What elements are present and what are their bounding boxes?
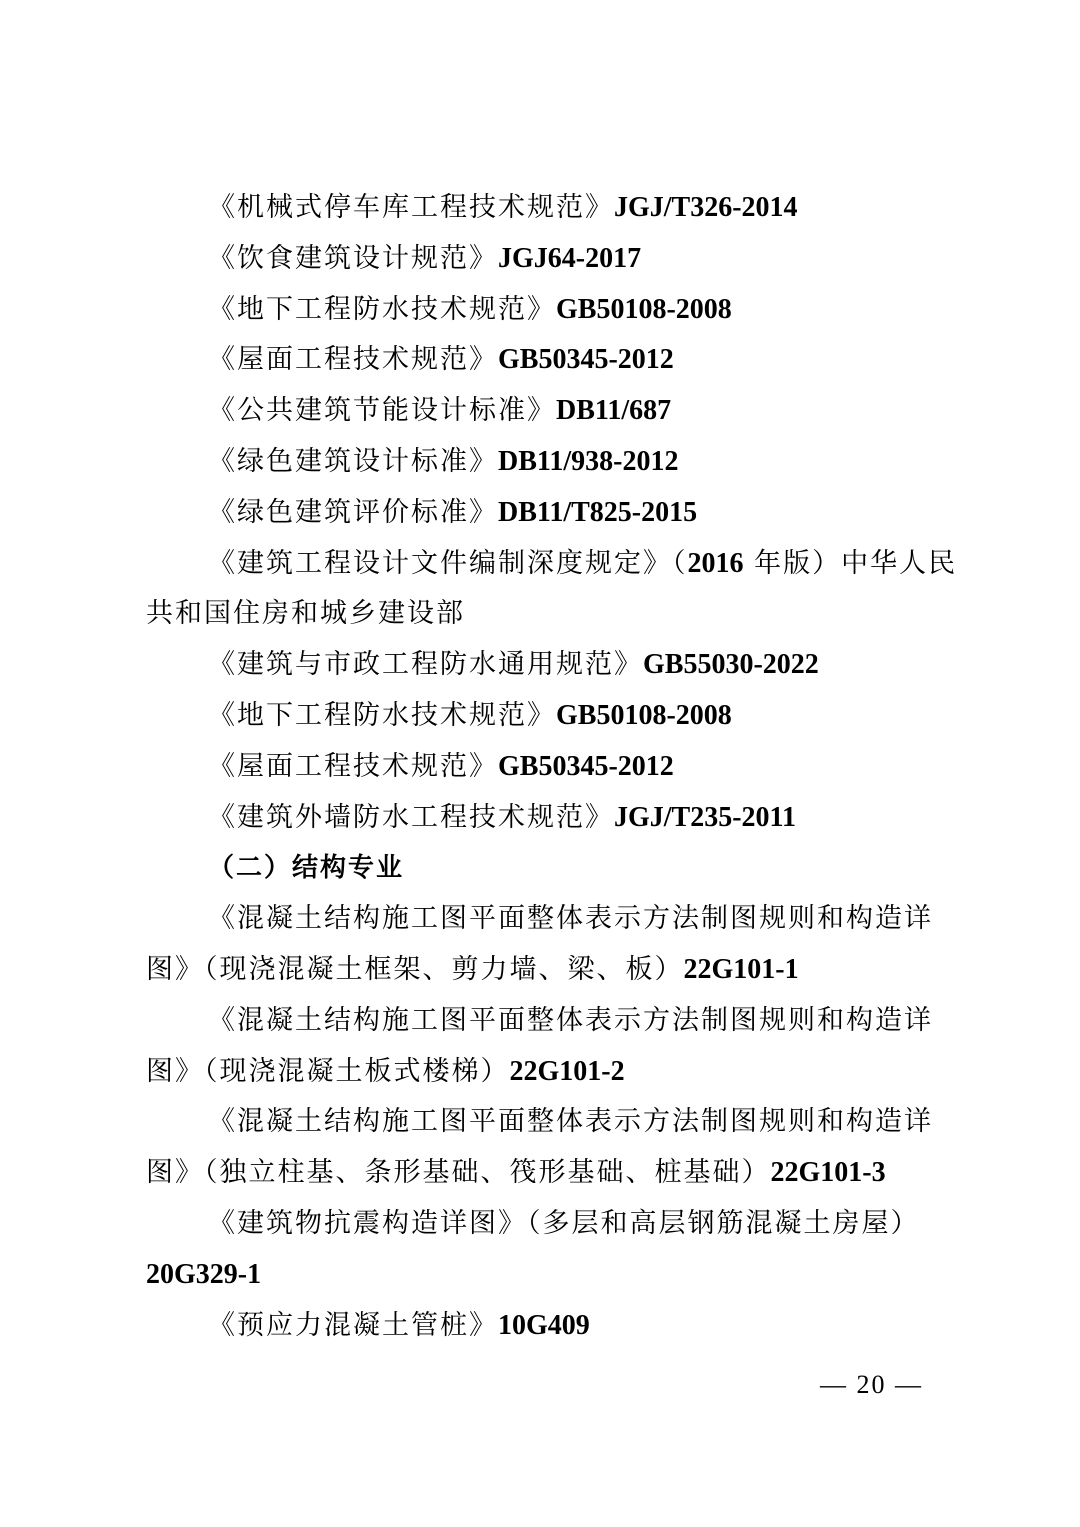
structural-line-2: [146, 1148, 946, 1199]
standard-code: GB55030-2022: [643, 649, 819, 681]
structural-code: 22G101-2: [509, 1055, 625, 1087]
standard-name: 《屋面工程技术规范》: [208, 750, 498, 782]
design-doc-year: 2016: [687, 547, 744, 579]
standard-name: 《建筑外墙防水工程技术规范》: [208, 801, 614, 833]
standard-code: JGJ64-2017: [498, 242, 642, 274]
standard-line: [146, 793, 946, 844]
structural-line-1: 《混凝土结构施工图平面整体表示方法制图规则和构造详: [208, 903, 933, 935]
standard-line: [146, 488, 946, 539]
structural-text: 图》（现浇混凝土框架、剪力墙、梁、板）: [146, 953, 684, 985]
standard-code: DB11/T825-2015: [498, 496, 698, 528]
standard-name: 《地下工程防水技术规范》: [208, 699, 556, 731]
standard-name: 《机械式停车库工程技术规范》: [208, 192, 614, 223]
standard-line: [146, 183, 946, 234]
structural-text: 图》（独立柱基、条形基础、筏形基础、桩基础）: [146, 1157, 771, 1189]
standard-name: 《绿色建筑设计标准》: [208, 445, 498, 477]
seismic-code: 20G329-1: [146, 1258, 262, 1290]
structural-line-2: [146, 945, 946, 996]
standard-name: 《屋面工程技术规范》: [208, 344, 498, 376]
standard-name: 《绿色建筑评价标准》: [208, 496, 498, 528]
standard-name: 《公共建筑节能设计标准》: [208, 395, 556, 427]
structural-text: 图》（现浇混凝土板式楼梯）: [146, 1055, 510, 1087]
structural-code: 22G101-3: [770, 1157, 886, 1189]
standard-code: DB11/687: [556, 395, 672, 427]
design-doc-line-2: 共和国住房和城乡建设部: [146, 598, 465, 630]
standard-line: [146, 640, 946, 691]
structural-line-1: 《混凝土结构施工图平面整体表示方法制图规则和构造详: [208, 1106, 933, 1138]
pile-code: 10G409: [498, 1309, 590, 1341]
standard-name: 《饮食建筑设计规范》: [208, 242, 498, 274]
standard-code: JGJ/T326-2014: [614, 192, 798, 223]
document-body: [146, 183, 958, 1351]
design-doc-line-1: [146, 539, 958, 590]
standard-line: [146, 335, 946, 386]
standard-code: GB50108-2008: [556, 699, 732, 731]
standard-name: 《地下工程防水技术规范》: [208, 293, 556, 325]
standard-code: GB50108-2008: [556, 293, 732, 325]
standard-code: DB11/938-2012: [498, 445, 679, 477]
standard-line: [146, 437, 946, 488]
standard-line: [146, 742, 946, 793]
design-doc-name: 《建筑工程设计文件编制深度规定》（: [208, 547, 688, 579]
structural-line-2: [146, 1047, 946, 1098]
pile-name: 《预应力混凝土管桩》: [208, 1309, 498, 1341]
structural-code: 22G101-1: [683, 953, 799, 985]
structural-line-1: 《混凝土结构施工图平面整体表示方法制图规则和构造详: [208, 1004, 933, 1036]
standard-code: JGJ/T235-2011: [614, 801, 797, 833]
seismic-line-1: 《建筑物抗震构造详图》（多层和高层钢筋混凝土房屋）: [208, 1207, 920, 1239]
section-heading: （二）结构专业: [208, 853, 405, 884]
standard-code: GB50345-2012: [498, 344, 674, 376]
standard-line: [146, 386, 946, 437]
design-doc-rest: 年版）中华人民: [743, 547, 958, 579]
standard-name: 《建筑与市政工程防水通用规范》: [208, 649, 643, 681]
standard-line: [146, 234, 946, 285]
standard-line: [146, 285, 946, 336]
standard-code: GB50345-2012: [498, 750, 674, 782]
page-number: — 20 —: [820, 1370, 923, 1399]
standard-line: [146, 691, 946, 742]
pile-line: [146, 1301, 946, 1352]
